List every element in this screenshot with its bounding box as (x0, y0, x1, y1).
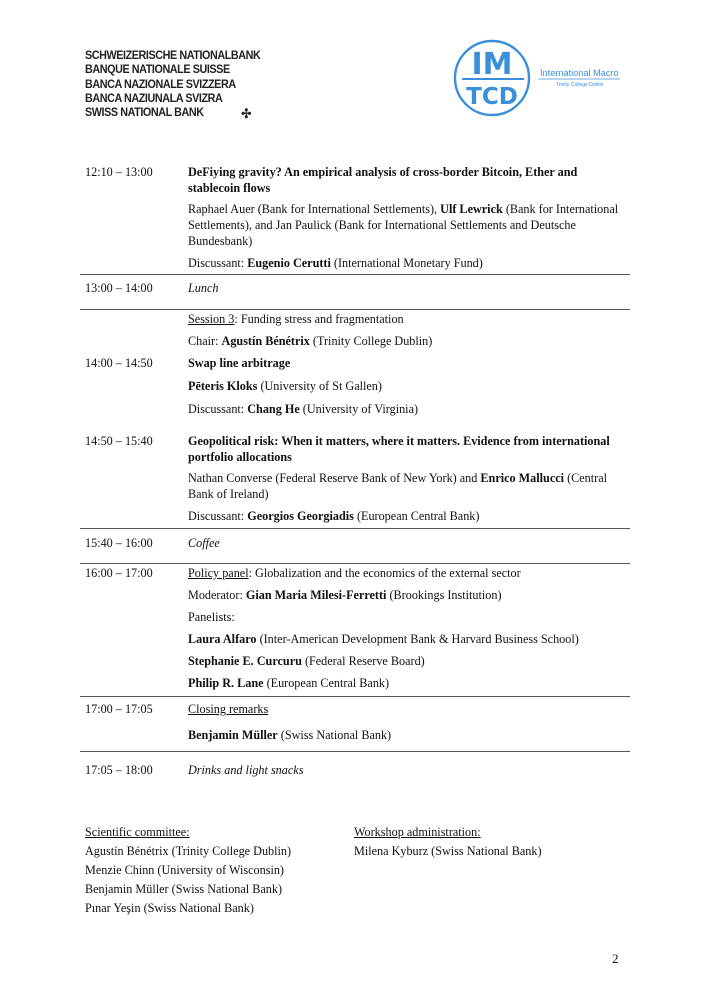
session-title (188, 311, 628, 327)
author-name: Pēteris Kloks (188, 379, 258, 394)
admin-member: Milena Kyburz (Swiss National Bank) (354, 844, 542, 858)
discussant-name: Georgios Georgiadis (247, 509, 354, 524)
break-label: Lunch (188, 281, 219, 295)
author-name: Nathan Converse (Federal Reserve Bank of New York) and (188, 471, 481, 486)
paper-title: Swap line arbitrage (188, 356, 291, 370)
discussant-affiliation: (International Monetary Fund) (330, 256, 483, 271)
speaker-name: Benjamin Müller (188, 728, 278, 743)
paper-title: Geopolitical risk: When it matters, where it matters. Evidence from international portfolio allocations (188, 434, 610, 465)
author-name: Ulf Lewrick (440, 202, 503, 217)
page-number: 2 (612, 951, 619, 966)
panelist-affiliation: (European Central Bank) (263, 676, 390, 691)
time-slot: 15:40 – 16:00 (85, 536, 153, 550)
logo-title: International Macro (540, 68, 619, 78)
chair-name: Agustín Bénétrix (221, 334, 310, 349)
workshop-administration (354, 823, 542, 861)
moderator-label: Moderator: (188, 588, 246, 603)
time-slot: 12:10 – 13:00 (85, 165, 153, 179)
panelist-affiliation: (Federal Reserve Board) (301, 654, 425, 669)
committee-member: Pınar Yeşin (Swiss National Bank) (85, 901, 254, 915)
discussant-label: Discussant: (188, 509, 248, 524)
speaker-affiliation: (Swiss National Bank) (277, 728, 392, 743)
discussant-label: Discussant: (188, 402, 248, 417)
panel-topic: : Globalization and the economics of the external sector (248, 566, 521, 580)
snb-line: BANQUE NATIONALE SUISSE (85, 63, 230, 77)
paper-title: DeFiying gravity? An empirical analysis of cross-border Bitcoin, Ether and stablecoin flows (188, 165, 578, 196)
divider (80, 563, 630, 564)
session-chair (188, 333, 628, 349)
divider (80, 309, 630, 310)
divider (80, 696, 630, 697)
panelist-name: Philip R. Lane (188, 676, 264, 691)
panelist-affiliation: (Inter-American Development Bank & Harvard Business School) (256, 632, 579, 647)
moderator-name: Gian Maria Milesi-Ferretti (245, 588, 387, 603)
time-slot: 17:00 – 17:05 (85, 702, 153, 716)
snb-line: SCHWEIZERISCHE NATIONALBANK (85, 49, 261, 62)
paper-authors (188, 201, 628, 249)
closing-speaker (188, 727, 628, 743)
divider (80, 274, 630, 275)
imtcd-logo (452, 38, 622, 118)
author-affiliation: (Bank for International Settlements), (254, 202, 441, 217)
committee-member: Benjamin Müller (Swiss National Bank) (85, 882, 283, 896)
committee-heading: Scientific committee: (85, 825, 190, 839)
swiss-cross-icon: ✣ (241, 106, 251, 121)
snb-line: BANCA NAZIONALE SVIZZERA (85, 77, 236, 91)
panelist (188, 631, 628, 647)
author-affiliation: (Central Bank of Ireland) (188, 471, 608, 502)
panelist (188, 653, 628, 669)
discussant-name: Eugenio Cerutti (247, 256, 331, 271)
author-name: Raphael Auer (188, 202, 255, 217)
committee-member: Menzie Chinn (University of Wisconsin) (85, 863, 284, 877)
moderator-affiliation: (Brookings Institution) (386, 588, 502, 603)
author-affiliation: (Bank for International Settlements), and Jan Paulick (Bank for International Settlements and Deutsche Bundesbank) (188, 202, 619, 249)
chair-affiliation: (Trinity College Dublin) (309, 334, 433, 349)
scientific-committee (85, 823, 291, 918)
committee-member: Agustín Bénétrix (Trinity College Dublin) (85, 844, 292, 858)
snb-line: SWISS NATIONAL BANK (85, 106, 204, 120)
snb-logo (85, 49, 260, 120)
closing-label: Closing remarks (188, 702, 269, 716)
panelist (188, 675, 628, 691)
divider (80, 528, 630, 529)
moderator (188, 587, 628, 603)
time-slot: 17:05 – 18:00 (85, 763, 153, 777)
discussant-label: Discussant: (188, 256, 248, 271)
panelist-name: Stephanie E. Curcuru (188, 654, 302, 669)
time-slot: 14:00 – 14:50 (85, 356, 153, 370)
break-label: Drinks and light snacks (188, 763, 304, 777)
discussant (188, 401, 628, 417)
discussant (188, 255, 628, 271)
snb-line: BANCA NAZIUNALA SVIZRA (85, 91, 223, 105)
panelist-name: Laura Alfaro (188, 632, 257, 647)
session-topic: : Funding stress and fragmentation (234, 312, 404, 326)
paper-authors (188, 470, 628, 502)
time-slot: 14:50 – 15:40 (85, 434, 153, 448)
author-affiliation: (University of St Gallen) (257, 379, 382, 394)
chair-label: Chair: (188, 334, 222, 349)
panel-title (188, 565, 628, 581)
session-label: Session 3 (188, 312, 235, 326)
panelists-label: Panelists: (188, 610, 235, 625)
logo-tcd: TCD (466, 84, 518, 110)
paper-authors (188, 378, 628, 394)
admin-heading: Workshop administration: (354, 825, 481, 839)
break-label: Coffee (188, 536, 220, 550)
time-slot: 16:00 – 17:00 (85, 566, 153, 580)
logo-subtitle: Trinity College Dublin (556, 82, 604, 88)
discussant-affiliation: (European Central Bank) (353, 509, 480, 524)
panel-label: Policy panel (188, 566, 249, 580)
discussant-name: Chang He (247, 402, 300, 417)
divider (80, 751, 630, 752)
author-name: Enrico Mallucci (480, 471, 565, 486)
discussant (188, 508, 628, 524)
logo-im: IM (471, 47, 513, 82)
discussant-affiliation: (University of Virginia) (299, 402, 419, 417)
time-slot: 13:00 – 14:00 (85, 281, 153, 295)
